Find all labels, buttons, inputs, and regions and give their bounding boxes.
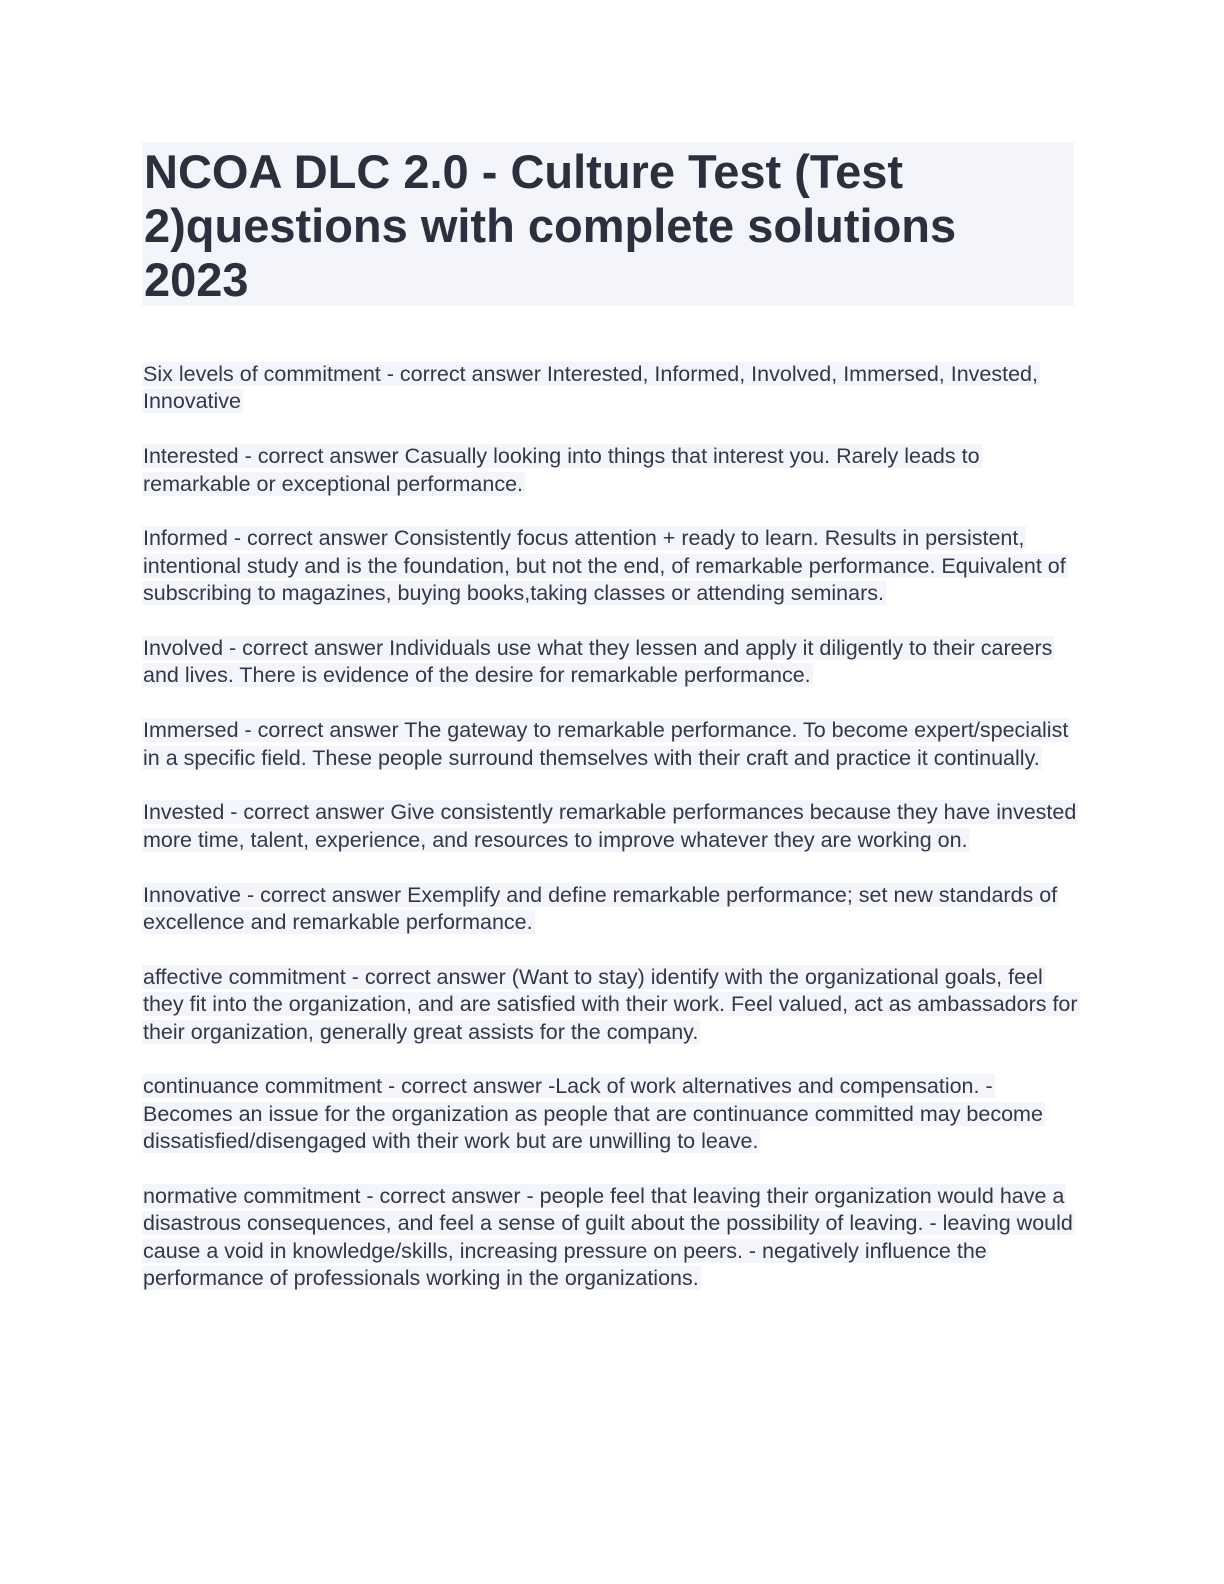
qa-item <box>142 964 1082 1046</box>
qa-list <box>142 361 1082 1320</box>
qa-item <box>142 1183 1082 1293</box>
document-title: NCOA DLC 2.0 - Culture Test (Test 2)questions with complete solutions 2023 <box>144 145 957 306</box>
qa-text: Invested - correct answer Give consistently remarkable performances because they have invested more time, talent, experience, and resources to improve whatever they are working on. <box>143 800 1077 852</box>
qa-text: Involved - correct answer Individuals use what they lessen and apply it diligently to their careers and lives. There is evidence of the desire for remarkable performance. <box>143 636 1053 688</box>
qa-item <box>142 525 1082 607</box>
qa-text: continuance commitment - correct answer -Lack of work alternatives and compensation. -Becomes an issue for the organization as people that are continuance committed may become dissatisfied/disengaged with their work but are unwilling to leave. <box>143 1074 1043 1154</box>
qa-item <box>142 717 1082 772</box>
qa-item <box>142 635 1082 690</box>
qa-item <box>142 361 1082 416</box>
qa-text: Immersed - correct answer The gateway to remarkable performance. To become expert/specialist in a specific field. These people surround themselves with their craft and practice it continually. <box>143 718 1069 770</box>
qa-text: normative commitment - correct answer - people feel that leaving their organization would have a disastrous consequences, and feel a sense of guilt about the possibility of leaving. - leaving would cause a void in knowledge/skills, increasing pressure on peers. - negatively influence the performance of professionals working in the organizations. <box>143 1184 1073 1291</box>
qa-text: affective commitment - correct answer (Want to stay) identify with the organizational goals, feel they fit into the organization, and are satisfied with their work. Feel valued, act as ambassadors for their organization, generally great assists for the company. <box>143 964 1078 1044</box>
qa-item <box>142 799 1082 854</box>
qa-text: Innovative - correct answer Exemplify and define remarkable performance; set new standards of excellence and remarkable performance. <box>143 882 1058 935</box>
qa-item <box>142 1073 1082 1155</box>
qa-text: Informed - correct answer Consistently focus attention + ready to learn. Results in persistent, intentional study and is the foundation, but not the end, of remarkable performance. Equivalent of subscribing to magazines, buying books,taking classes or attending seminars. <box>143 526 1066 606</box>
qa-item <box>142 443 1082 498</box>
title-block <box>142 142 1074 306</box>
qa-text: Interested - correct answer Casually looking into things that interest you. Rarely leads to remarkable or exceptional performance. <box>143 444 980 496</box>
qa-text: Six levels of commitment - correct answer Interested, Informed, Involved, Immersed, Invested, Innovative <box>143 362 1038 414</box>
qa-item <box>142 882 1082 937</box>
